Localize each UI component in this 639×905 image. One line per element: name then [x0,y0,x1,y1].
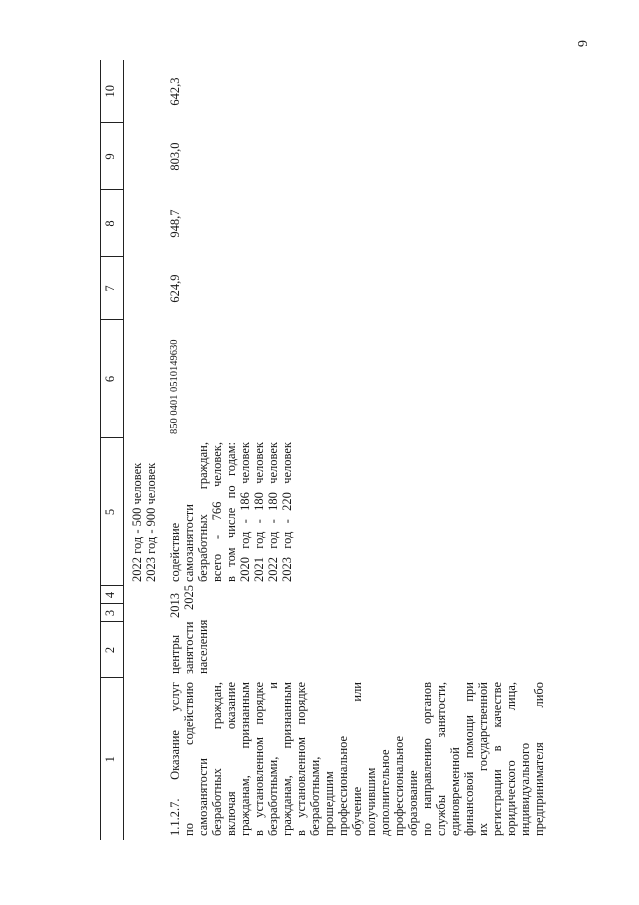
column-header: 4 [101,586,124,604]
measure-line: регистрации в качестве [490,682,504,836]
column-header: 3 [101,604,124,622]
indicator-line: безработных граждан, [196,442,210,582]
indicator-continuation-cell [124,438,159,586]
executor-line: центры [168,634,182,674]
measure-line: в установленном порядке [294,682,308,836]
executor-line: занятости [182,621,196,674]
measure-line: по направлению органов [420,682,434,836]
table-row [158,60,546,840]
measure-line: безработными, и [266,682,280,836]
indicator-line: в том числе по годам: [224,442,238,582]
previous-row-continuation [124,60,159,840]
program-table [100,60,546,840]
column-header: 1 [101,678,124,840]
indicator-line: самозанятости [182,504,196,582]
amount-cell-col10 [158,60,546,123]
column-header: 10 [101,60,124,123]
amount-cell-col9 [158,123,546,190]
measure-line: гражданам, признанным [280,682,294,836]
period-cell [158,586,546,622]
executor-line: населения [196,619,210,674]
column-header: 5 [101,438,124,586]
measure-line: индивидуального [518,742,532,836]
measure-line: службы занятости, [434,682,448,836]
column-header: 8 [101,190,124,257]
indicator-cell [158,438,546,586]
indicator-line: содействие [168,522,182,582]
column-header: 9 [101,123,124,190]
measure-line: дополнительное [378,749,392,836]
measure-line: гражданам, признанным [238,682,252,836]
column-header: 7 [101,257,124,320]
measure-line: обучение или [350,682,364,836]
measure-line: предпринимателя либо [532,682,546,836]
amount-value: 642,3 [168,77,182,106]
measure-line: прошедшим [322,771,336,836]
budget-code-cell [158,320,546,438]
rotated-table-container [100,60,560,840]
measure-line: безработных граждан, [210,682,224,836]
measure-line: образование [406,770,420,836]
indicator-line: 2022 год - 500 человек [130,462,144,582]
measure-cell [158,678,546,840]
measure-line: 1.1.2.7. Оказание услуг [168,682,182,836]
indicator-line: 2023 год - 220 человек [280,442,294,582]
amount-value: 803,0 [168,142,182,171]
column-number-header [101,60,124,840]
end-year: 2025 [182,585,196,610]
measure-line: безработными, [308,756,322,836]
indicator-line: 2023 год - 900 человек [144,462,158,582]
page-number: 6 [574,40,589,47]
amount-cell-col8 [158,190,546,257]
measure-line: профессиональное [392,735,406,836]
amount-value: 624,9 [168,274,182,303]
measure-line: включая оказание [224,682,238,836]
measure-line: получившим [364,767,378,836]
amount-cell-col7 [158,257,546,320]
start-year: 2013 [168,593,182,618]
measure-line: единовременной [448,747,462,836]
measure-line: финансовой помощи при [462,682,476,836]
indicator-line: 2020 год - 186 человек [238,442,252,582]
measure-line: по содействию [182,682,196,836]
measure-line: юридического лица, [504,682,518,836]
measure-line: в установленном порядке [252,682,266,836]
indicator-line: 2022 год - 180 человек [266,442,280,582]
indicator-line: всего - 766 человек, [210,442,224,582]
measure-line: их государственной [476,682,490,836]
budget-code: 850 0401 0510149630 [169,339,180,434]
measure-line: профессиональное [336,735,350,836]
column-header: 2 [101,622,124,678]
amount-value: 948,7 [168,209,182,238]
measure-line: самозанятости [196,758,210,836]
column-header: 6 [101,320,124,438]
executor-cell [158,619,546,678]
indicator-line: 2021 год - 180 человек [252,442,266,582]
